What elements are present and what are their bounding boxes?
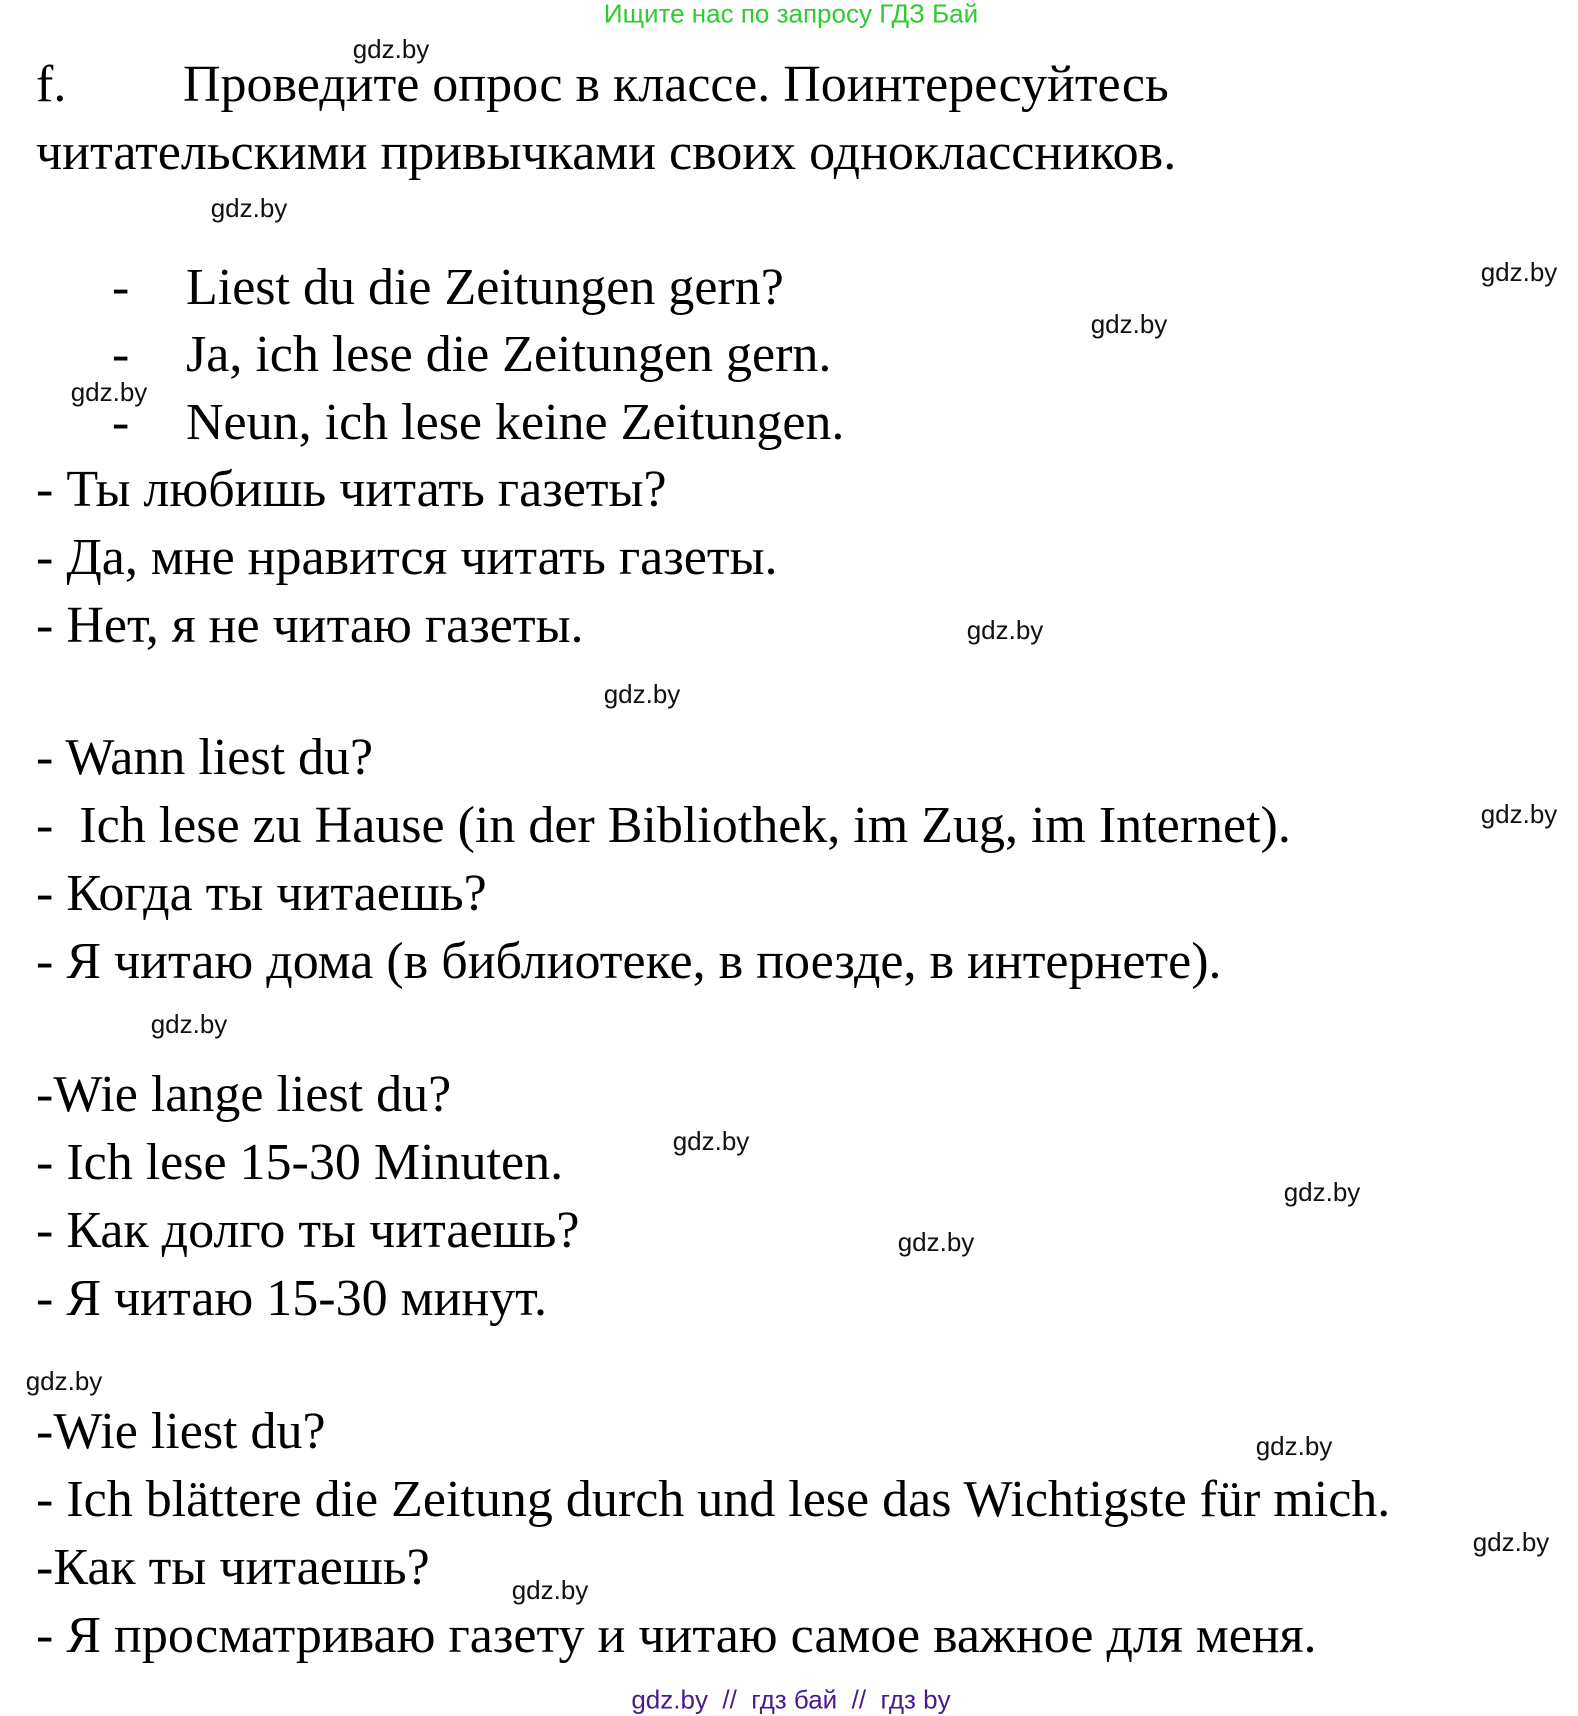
watermark: gdz.by — [511, 1575, 589, 1605]
watermark: gdz.by — [1480, 257, 1558, 287]
dialog-line: - Я просматриваю газету и читаю самое важное для меня. — [36, 1607, 1317, 1664]
watermark: gdz.by — [603, 679, 681, 709]
dialog-dash: - — [112, 259, 130, 316]
watermark: gdz.by — [1283, 1177, 1361, 1207]
task-letter: f. — [36, 56, 67, 113]
dialog-line: Ja, ich lese die Zeitungen gern. — [186, 326, 832, 383]
dialog-line: - Ich blättere die Zeitung durch und lese das Wichtigste für mich. — [36, 1471, 1391, 1528]
watermark: gdz.by — [672, 1126, 750, 1156]
header-banner: Ищите нас по запросу ГДЗ Бай — [603, 0, 979, 29]
dialog-line: -Wie liest du? — [36, 1403, 326, 1460]
task-instruction-line2: читательскими привычками своих одноклассников. — [36, 124, 1177, 181]
watermark: gdz.by — [897, 1227, 975, 1257]
watermark: gdz.by — [150, 1009, 228, 1039]
dialog-line: - Wann liest du? — [36, 729, 374, 786]
watermark: gdz.by — [210, 193, 288, 223]
task-instruction-line1: Проведите опрос в классе. Поинтересуйтесь — [183, 56, 1169, 113]
watermark: gdz.by — [1480, 799, 1558, 829]
dialog-line: - Ich lese zu Hause (in der Bibliothek, im Zug, im Internet). — [36, 797, 1291, 854]
dialog-line: - Как долго ты читаешь? — [36, 1202, 580, 1259]
dialog-line: - Ich lese 15-30 Minuten. — [36, 1134, 564, 1191]
watermark: gdz.by — [70, 377, 148, 407]
dialog-line: Neun, ich lese keine Zeitungen. — [186, 394, 845, 451]
watermark: gdz.by — [1090, 309, 1168, 339]
dialog-line: - Я читаю дома (в библиотеке, в поезде, в интернете). — [36, 933, 1222, 990]
watermark: gdz.by — [352, 34, 430, 64]
dialog-line: -Как ты читаешь? — [36, 1539, 430, 1596]
dialog-line: Liest du die Zeitungen gern? — [186, 259, 784, 316]
watermark: gdz.by — [1255, 1431, 1333, 1461]
watermark: gdz.by — [1472, 1527, 1550, 1557]
dialog-line: - Нет, я не читаю газеты. — [36, 597, 584, 654]
dialog-line: - Когда ты читаешь? — [36, 865, 487, 922]
footer-banner: gdz.by // гдз бай // гдз by — [631, 1684, 951, 1715]
dialog-line: - Да, мне нравится читать газеты. — [36, 529, 778, 586]
dialog-dash: - — [112, 326, 130, 383]
dialog-dash: - — [112, 394, 130, 451]
watermark: gdz.by — [966, 615, 1044, 645]
dialog-line: -Wie lange liest du? — [36, 1066, 452, 1123]
watermark: gdz.by — [25, 1366, 103, 1396]
dialog-line: - Ты любишь читать газеты? — [36, 461, 667, 518]
dialog-line: - Я читаю 15-30 минут. — [36, 1270, 547, 1327]
